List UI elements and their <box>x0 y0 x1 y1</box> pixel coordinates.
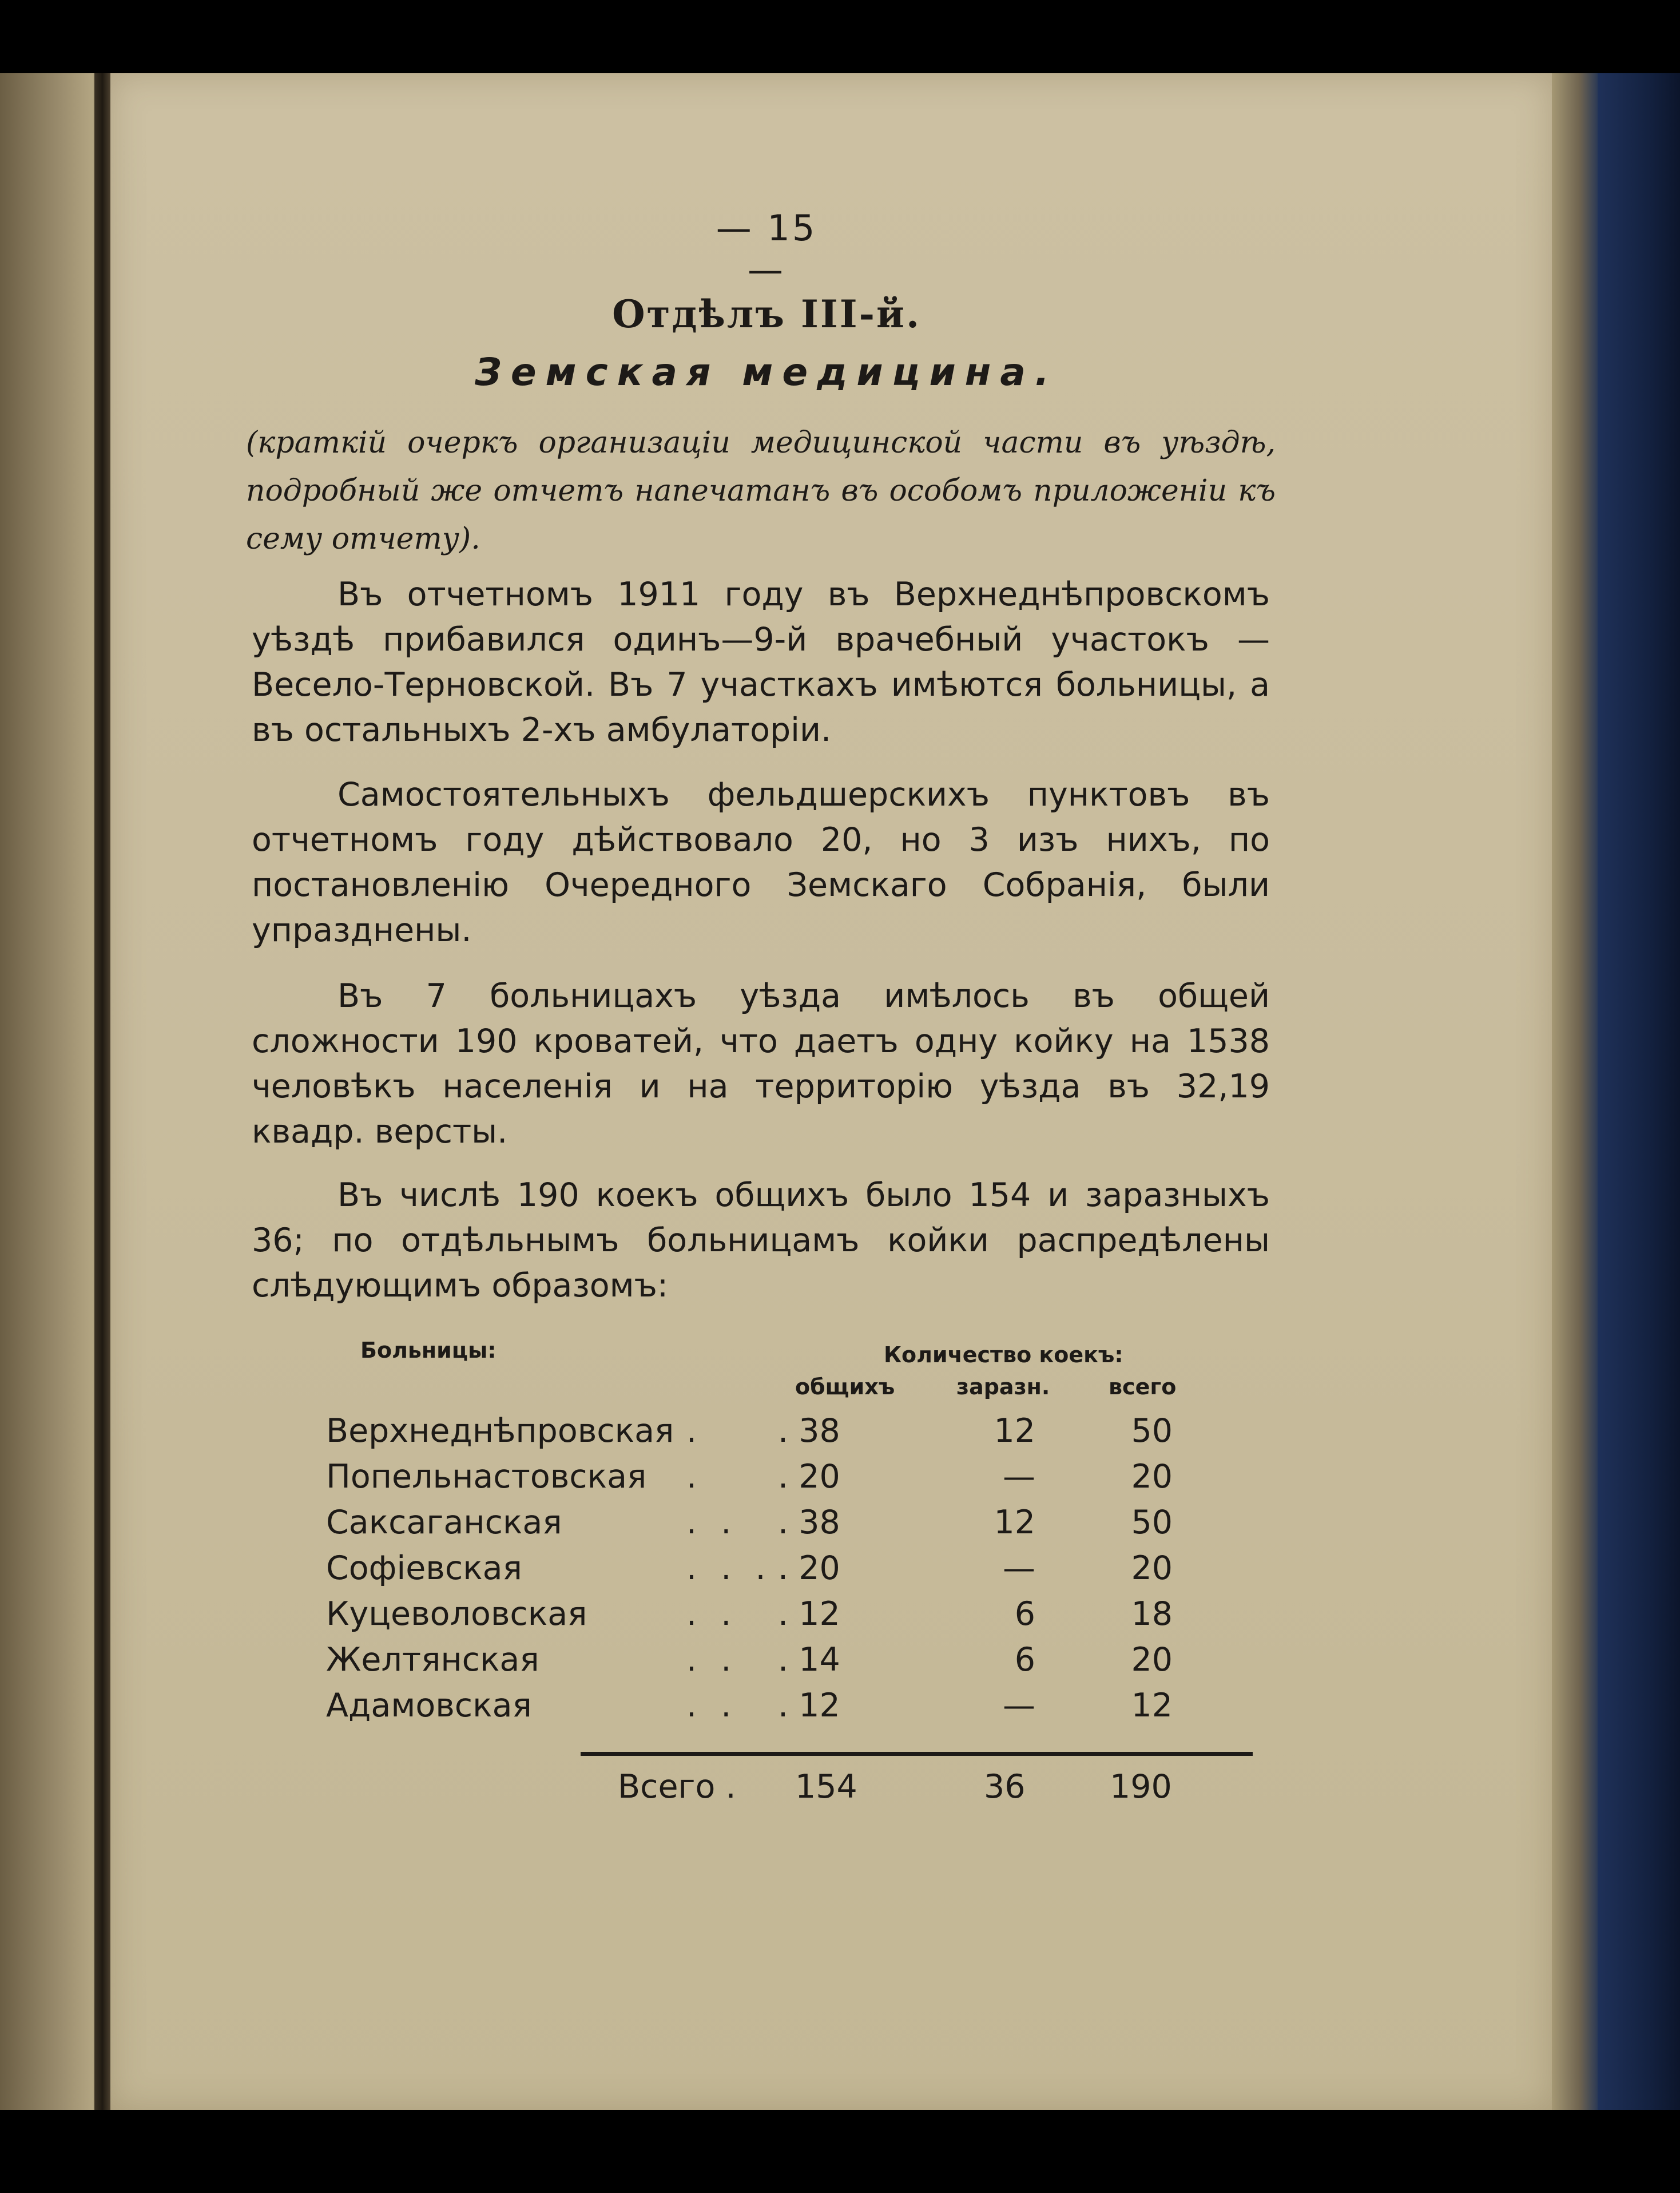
table-header-hospitals: Больницы: <box>360 1338 497 1363</box>
total-label: Всего . <box>618 1768 736 1806</box>
beds-general: . 20 <box>778 1549 840 1587</box>
paragraph-2: Самостоятельныхъ фельдшерскихъ пунктовъ въ отчетномъ году дѣйствовало 20, но 3 изъ нихъ, по постановленію Очередного Земскаго Собранія, были упразднены. <box>252 776 1270 949</box>
beds-total: 20 <box>1131 1549 1173 1587</box>
hospital-name: Саксаганская <box>326 1504 562 1541</box>
leader-dots: . . <box>686 1687 738 1724</box>
table-row <box>326 1549 1230 1595</box>
beds-infectious: — <box>1003 1687 1035 1724</box>
book-spine <box>94 73 110 2110</box>
table-row <box>326 1641 1230 1687</box>
beds-infectious: 6 <box>1014 1595 1035 1633</box>
table-col-total: всего <box>1109 1374 1177 1399</box>
beds-infectious: — <box>1003 1458 1035 1496</box>
table-row <box>326 1412 1230 1458</box>
hospital-name: Адамовская <box>326 1687 532 1724</box>
beds-general: . 38 <box>778 1504 840 1541</box>
beds-infectious: 6 <box>1014 1641 1035 1679</box>
leader-dots: . . <box>686 1595 738 1633</box>
leader-dots: . . <box>686 1504 738 1541</box>
beds-total: 20 <box>1131 1641 1173 1679</box>
beds-total: 12 <box>1131 1687 1173 1724</box>
hospital-name: Куцеволовская <box>326 1595 587 1633</box>
beds-general: . 12 <box>778 1595 840 1633</box>
paragraph-1: Въ отчетномъ 1911 году въ Верхнеднѣпровскомъ уѣздѣ прибавился одинъ—9-й врачебный участокъ — Весело-Терновской. Въ 7 участкахъ имѣются больницы, а въ остальныхъ 2-хъ амбулаторіи. <box>252 576 1270 749</box>
section-subtitle: Земская медицина. <box>474 350 1059 394</box>
beds-total: 50 <box>1131 1412 1173 1450</box>
table-col-general: общихъ <box>795 1374 895 1399</box>
beds-general: . 14 <box>778 1641 840 1679</box>
total-infectious: 36 <box>984 1768 1026 1806</box>
left-page-edge <box>0 73 109 2110</box>
hospital-name: Софіевская <box>326 1549 522 1587</box>
page-edge-right <box>1552 73 1598 2110</box>
table-row <box>326 1458 1230 1504</box>
total-general: 154 <box>795 1768 857 1806</box>
beds-total: 18 <box>1131 1595 1173 1633</box>
beds-general: . 38 <box>778 1412 840 1450</box>
table-row <box>326 1595 1230 1641</box>
leader-dots: . <box>686 1412 704 1450</box>
table-row <box>326 1504 1230 1549</box>
beds-infectious: 12 <box>994 1504 1035 1541</box>
leader-dots: . <box>686 1458 704 1496</box>
page-number: — 15 — <box>716 207 817 291</box>
table-header-count: Количество коекъ: <box>884 1342 1123 1367</box>
hospital-name: Попельнастовская <box>326 1458 647 1496</box>
total-total: 190 <box>1110 1768 1172 1806</box>
hospital-name: Желтянская <box>326 1641 539 1679</box>
beds-infectious: — <box>1003 1549 1035 1587</box>
paragraph-3: Въ 7 больницахъ уѣзда имѣлось въ общей сложности 190 кроватей, что даетъ одну койку на 1538 человѣкъ населенія и на территорію уѣзда въ 32,19 квадр. версты. <box>252 977 1270 1151</box>
beds-general: . 12 <box>778 1687 840 1724</box>
table-col-infectious: заразн. <box>956 1374 1050 1399</box>
section-note: (краткій очеркъ организаціи медицинской части въ уѣздѣ, подробный же отчетъ напечатанъ въ особомъ приложеніи къ сему отчету). <box>246 426 1276 556</box>
table-row <box>326 1687 1230 1732</box>
beds-general: . 20 <box>778 1458 840 1496</box>
table-total-row <box>618 1768 1253 1814</box>
book-cover-board <box>1598 73 1680 2110</box>
leader-dots: . . . <box>686 1549 773 1587</box>
beds-total: 50 <box>1131 1504 1173 1541</box>
table-total-rule <box>581 1752 1253 1756</box>
beds-infectious: 12 <box>994 1412 1035 1450</box>
leader-dots: . . <box>686 1641 738 1679</box>
paragraph-4: Въ числѣ 190 коекъ общихъ было 154 и заразныхъ 36; по отдѣльнымъ больницамъ койки распредѣлены слѣдующимъ образомъ: <box>252 1176 1270 1304</box>
beds-total: 20 <box>1131 1458 1173 1496</box>
section-title: Отдѣлъ III-й. <box>612 292 921 336</box>
hospital-name: Верхнеднѣпровская <box>326 1412 674 1450</box>
